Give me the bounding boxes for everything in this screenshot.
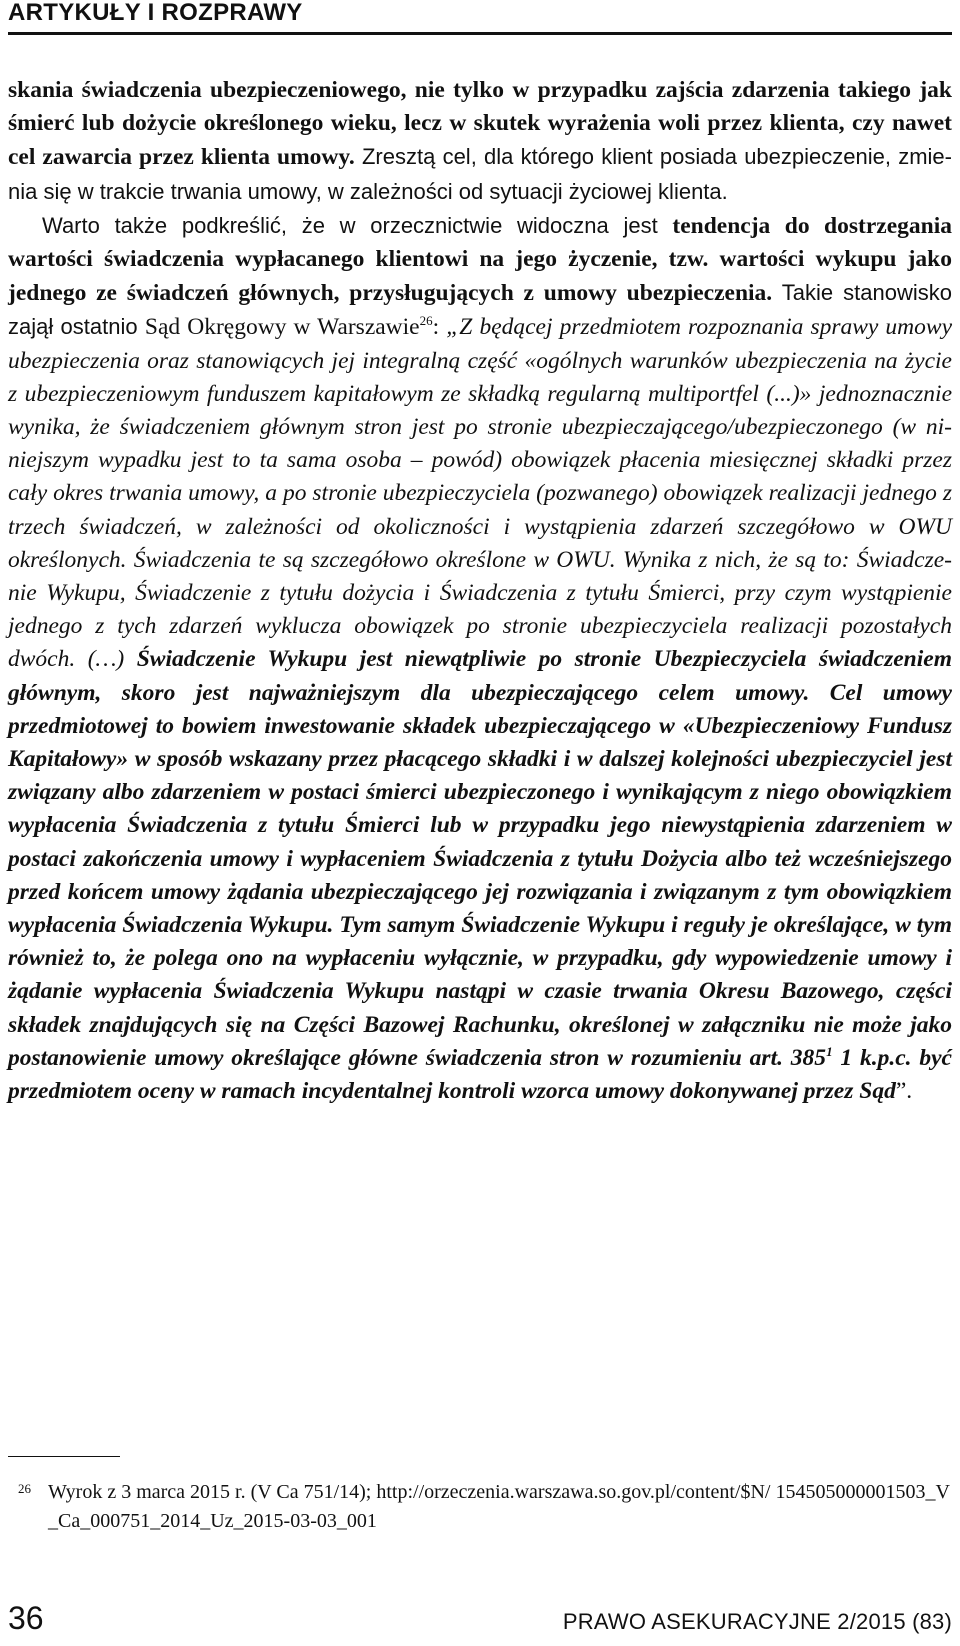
section-header: [8, 0, 952, 35]
journal-name: PRAWO ASEKURACYJNE 2/2015 (83): [562, 1609, 952, 1634]
p1-sans-text: Zresztą cel, dla którego klient posiada ubezpieczenie, zmienia się w trakcie trwania umowy, w zależności od sytuacji życiowej klienta.: [8, 144, 952, 204]
paragraph-1: [8, 74, 952, 209]
p1-bold-text: skania świadczenia ubezpieczeniowego, nie tylko w przypadku zajścia zdarzenia takiego jak śmierć lub dożycie określonego wieku, lecz w skutek wyrażenia woli przez klienta, czy nawet cel zawarcia przez klienta umowy.: [8, 77, 952, 171]
article-body: [8, 74, 952, 1108]
footnote-number: 26: [18, 1481, 31, 1496]
article-superscript: 1: [826, 1044, 833, 1060]
quote-end: ”.: [895, 1078, 913, 1105]
p2-bold-text: tendencja do dostrzegania wartości świadczenia wypłacanego klientowi na jego życzenie, tzw. wartości wykupu jako jednego ze świadczeń głównych, przysługujących z umowy ubezpieczenia.: [8, 212, 952, 307]
colon: :: [432, 314, 447, 341]
quote-bold-italic-2: 1 k.p.c. być przedmiotem oceny w ramach incydentalnej kontroli wzorca umowy dokonywanej przez Sąd: [8, 1044, 952, 1105]
footnote-text: Wyrok z 3 marca 2015 r. (V Ca 751/14); http://orzeczenia.warszawa.so.gov.pl/content/$N/ 154505000001503_V_Ca_000751_2014_Uz_2015-03-03_001: [48, 1481, 950, 1532]
footnote-divider: [8, 1456, 120, 1457]
quote-bold-italic: Świadczenie Wykupu jest niewątpliwie po stronie Ubezpieczyciela świadczeniem głównym, skoro jest najważniejszym dla ubezpieczającego celem umowy. Cel umowy przedmiotowej to bowiem inwestowanie składek ubezpieczającego w «Ubezpieczeniowy Fundusz Kapitałowy» w sposób wskazany przez płacącego składki i w dalszej kolejności ubezpieczyciel jest związany albo zdarzeniem w postaci śmierci ubezpieczonego i wynikającym z niego obowiązkiem wypłacenia Świadczenia z tytułu Śmierci lub w przypadku jego niewystąpienia zdarzeniem w postaci zakończenia umowy i wypłaceniem Świadczenia z tytułu Dożycia albo też wcześniejszego przed końcem umowy żądania ubezpieczającego jej rozwiązania i związanym z tym obowiązkiem wypłacenia Świadczenia Wykupu. Tym samym Świadczenie Wykupu i reguły je określające, w tym również to, że polega ono na wypłaceniu wyłącznie, w przypadku, gdy wypowiedzenie umowy i żądanie wypłacenia Świadczenia Wykupu nastąpi w czasie trwania Okresu Bazowego, części składek znajdujących się na Części Bazowej Rachunku, określonej w załączniku nie może jako postanowienie umowy określające główne świadczenia stron w rozumieniu art. 385: [8, 646, 952, 1071]
footnote: [8, 1478, 952, 1536]
page-number: 36: [8, 1600, 44, 1636]
section-title: ARTYKUŁY I ROZPRAWY: [8, 0, 303, 26]
footnote-reference: 26: [419, 313, 433, 329]
p2-sans-text: Warto także podkreślić, że w orzecznictwie widoczna jest: [42, 212, 673, 238]
p2-sans-text-2: Takie stanowisko zajął ostatnio: [8, 280, 952, 340]
quote-italic: „Z będącej przedmiotem rozpoznania sprawy umowy ubezpieczenia oraz stanowiących jej integralną część «ogólnych warunków ubezpieczenia na życie z ubezpieczeniowym funduszem kapitałowym ze składką regularną multiportfel (...)» jednoznacznie wynika, że świadczeniem głównym stron jest po stronie ubezpieczającego/ubezpieczonego (w niniejszym wypadku jest to ta sama osoba – powód) obowiązek płacenia miesięcznej składki przez cały okres trwania umowy, a po stronie ubezpieczyciela (pozwanego) obowiązek realizacji jednego z trzech świadczeń, w zależności od okoliczności i wystąpienia zdarzeń szczegółowo w OWU określonych. Świadczenia te są szczegółowo określone w OWU. Wynika z nich, że są to: Świadczenie Wykupu, Świadczenie z tytułu dożycia i Świadczenia z tytułu Śmierci, przy czym wystąpienie jednego z tych zdarzeń wyklucza obowiązek po stronie ubezpieczyciela realizacji pozostałych dwóch. (…): [8, 314, 952, 673]
court-name: Sąd Okręgowy w Warszawie: [144, 314, 420, 341]
paragraph-2: [8, 209, 952, 1108]
page-footer: [8, 1598, 952, 1638]
